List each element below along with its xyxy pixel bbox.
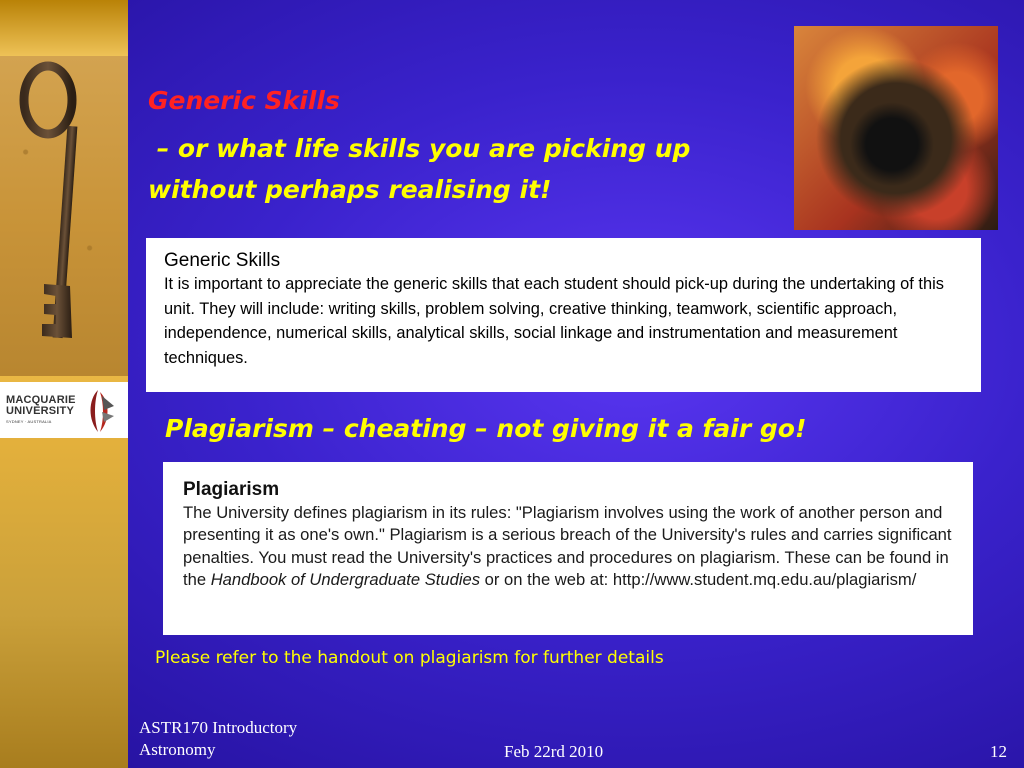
footer-date: Feb 22rd 2010 bbox=[504, 742, 604, 761]
slide-subtitle bbox=[148, 128, 690, 210]
logo-tagline: SYDNEY · AUSTRALIA bbox=[6, 419, 52, 424]
plagiarism-box-heading: Plagiarism bbox=[183, 479, 280, 500]
generic-skills-text: It is important to appreciate the generic skills that each student should pick-up during the undertaking of this unit. They will include: writing skills, problem solving, creative thinking, teamwork, scientific approach, independence, numerical skills, analytical skills, social linkage and instrumentation and measurement techniques. bbox=[164, 275, 944, 367]
sidebar-top-band bbox=[0, 0, 128, 56]
slide-title: Generic Skills bbox=[148, 86, 340, 115]
footer-course-line2: Astronomy bbox=[139, 740, 216, 759]
logo-line1: MACQUARIE bbox=[6, 394, 76, 406]
macquarie-logo bbox=[0, 382, 128, 438]
subtitle-line-2: without perhaps realising it! bbox=[148, 175, 552, 204]
subtitle-line-1: – or what life skills you are picking up bbox=[148, 134, 691, 163]
plagiarism-text-part1: The University defines plagiarism in its rules: "Plagiarism involves using the work of another person and presenting it as one's own." Plagiarism is a serious breach of the University's rules and carries significant penalties. You must read the University's practices and procedures on plagiarism. These can be found in the bbox=[183, 503, 952, 589]
logo-wordmark bbox=[6, 395, 76, 425]
key-icon bbox=[0, 56, 128, 376]
plagiarism-text bbox=[183, 502, 963, 591]
generic-skills-box bbox=[146, 238, 981, 392]
logo-line2: UNIVERSITY bbox=[6, 405, 75, 417]
footer-course bbox=[139, 717, 297, 761]
sidebar bbox=[0, 0, 128, 768]
plagiarism-box bbox=[163, 462, 973, 635]
plagiarism-text-part2: or on the web at: http://www.student.mq.edu.au/plagiarism/ bbox=[480, 569, 917, 589]
generic-skills-heading: Generic Skills bbox=[164, 250, 281, 271]
plagiarism-heading: Plagiarism – cheating – not giving it a fair go! bbox=[165, 414, 807, 443]
rosette-nebula-image bbox=[794, 26, 998, 230]
footer-course-line1: ASTR170 Introductory bbox=[139, 718, 298, 737]
handbook-title: Handbook of Undergraduate Studies bbox=[210, 569, 481, 589]
key-image bbox=[0, 56, 128, 376]
lighthouse-emblem-icon bbox=[80, 386, 116, 434]
footer-page-number: 12 bbox=[990, 742, 1007, 761]
handout-note: Please refer to the handout on plagiarism for further details bbox=[155, 648, 664, 668]
